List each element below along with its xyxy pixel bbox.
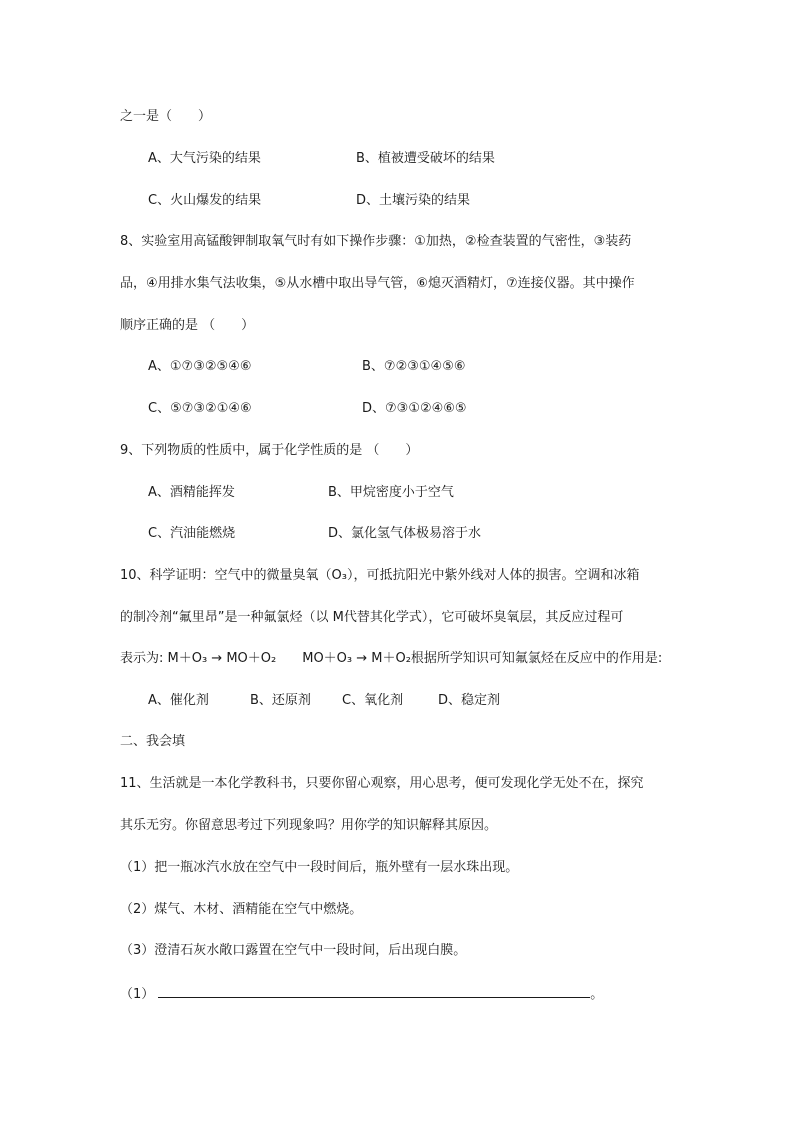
q9-option-b: B、甲烷密度小于空气 xyxy=(328,485,454,500)
q11-item-1: （1）把一瓶冰汽水放在空气中一段时间后，瓶外壁有一层水珠出现。 xyxy=(120,860,519,875)
q10-option-c: C、氧化剂 xyxy=(342,693,404,708)
q10-stem-line1: 10、科学证明：空气中的微量臭氧（O₃），可抵抗阳光中紫外线对人体的损害。空调和冰箱 xyxy=(120,568,640,583)
q11-item-3: （3）澄清石灰水敞口露置在空气中一段时间，后出现白膜。 xyxy=(120,943,467,958)
answer-blank[interactable] xyxy=(158,985,590,998)
q9-option-c: C、汽油能燃烧 xyxy=(148,526,236,541)
section-title: 二、我会填 xyxy=(120,734,186,749)
q9-option-a: A、酒精能挥发 xyxy=(148,485,235,500)
answer-end: 。 xyxy=(590,987,604,1002)
q7-option-a: A、大气污染的结果 xyxy=(148,151,261,166)
q10-option-b: B、还原剂 xyxy=(250,693,311,708)
q11-stem-line1: 11、生活就是一本化学教科书，只要你留心观察，用心思考，便可发现化学无处不在，探究 xyxy=(120,776,644,791)
answer-line-1 xyxy=(120,985,603,1003)
q10-stem-line2: 的制冷剂“氟里昂”是一种氟氯烃（以 M代替其化学式），它可破坏臭氧层，其反应过程可 xyxy=(120,610,624,625)
q10-option-d: D、稳定剂 xyxy=(438,693,501,708)
q11-stem-line2: 其乐无穷。你留意思考过下列现象吗？用你学的知识解释其原因。 xyxy=(120,818,498,833)
q10-option-a: A、催化剂 xyxy=(148,693,209,708)
answer-label: （1） xyxy=(120,987,155,1002)
q8-option-a: A、①⑦③②⑤④⑥ xyxy=(148,359,252,374)
q8-option-b: B、⑦②③①④⑤⑥ xyxy=(362,359,466,374)
q8-stem-line1: 8、实验室用高锰酸钾制取氧气时有如下操作步骤：①加热，②检查装置的气密性，③装药 xyxy=(120,234,632,249)
q8-option-d: D、⑦③①②④⑥⑤ xyxy=(362,401,467,416)
q10-stem-line3: 表示为: M＋O₃ → MO＋O₂ MO＋O₃ → M＋O₂根据所学知识可知氟氯烃在反应中的作用是: xyxy=(120,651,663,666)
q11-item-2: （2）煤气、木材、酒精能在空气中燃烧。 xyxy=(120,902,363,917)
q8-stem-line2: 品，④用排水集气法收集，⑤从水槽中取出导气管，⑥熄灭酒精灯，⑦连接仪器。其中操作 xyxy=(120,276,635,291)
q7-option-c: C、火山爆发的结果 xyxy=(148,193,262,208)
q9-stem: 9、下列物质的性质中，属于化学性质的是 （ ） xyxy=(120,443,419,458)
q7-option-d: D、土壤污染的结果 xyxy=(356,193,471,208)
q7-option-b: B、植被遭受破坏的结果 xyxy=(356,151,495,166)
q9-option-d: D、氯化氢气体极易溶于水 xyxy=(328,526,482,541)
q8-stem-line3: 顺序正确的是 （ ） xyxy=(120,318,255,333)
q7-stem-tail: 之一是（ ） xyxy=(120,109,212,124)
q8-option-c: C、⑤⑦③②①④⑥ xyxy=(148,401,252,416)
